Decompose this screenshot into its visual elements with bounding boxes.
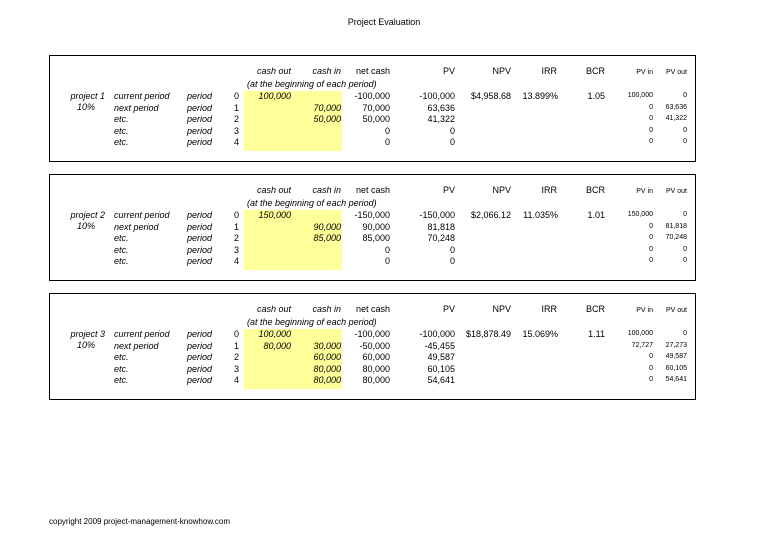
net-cash-cell: 80,000 xyxy=(362,375,390,385)
header-npv: NPV xyxy=(492,185,511,195)
project-block xyxy=(49,55,696,162)
pv-cell: 54,641 xyxy=(427,375,455,385)
cash-in-cell: 60,000 xyxy=(313,352,341,362)
net-cash-cell: -100,000 xyxy=(354,329,390,339)
pv-in-cell: 100,000 xyxy=(627,92,653,99)
net-cash-cell: 85,000 xyxy=(362,233,390,243)
header-npv: NPV xyxy=(492,66,511,76)
pv-out-cell: 0 xyxy=(683,126,687,134)
header-cash-in: cash in xyxy=(312,185,341,195)
header-pv-out: PV out xyxy=(665,69,687,76)
pv-in-cell: 0 xyxy=(649,364,653,372)
project-name: project 3 xyxy=(70,329,105,339)
header-pv-in: PV in xyxy=(636,307,653,314)
period-description: etc. xyxy=(114,363,129,374)
period-number: 1 xyxy=(233,221,239,232)
header-irr: IRR xyxy=(541,304,557,314)
cash-out-cell: 80,000 xyxy=(263,340,291,351)
period-label: period xyxy=(187,340,213,351)
cash-in-cell: 50,000 xyxy=(313,114,341,124)
period-number: 0 xyxy=(233,91,239,101)
period-label: period xyxy=(187,233,213,243)
pv-cell: -100,000 xyxy=(419,329,455,339)
header-bcr: BCR xyxy=(585,66,605,76)
discount-rate: 10% xyxy=(76,221,95,231)
period-number: 0 xyxy=(233,329,239,339)
header-note: (at the beginning of each period) xyxy=(247,79,377,89)
pv-cell: 63,636 xyxy=(427,102,455,113)
copyright-footer: copyright 2009 project-management-knowhow.com xyxy=(49,517,230,526)
header-cash-in: cash in xyxy=(312,66,341,76)
period-label: period xyxy=(187,375,213,385)
period-description: etc. xyxy=(114,137,129,147)
period-number: 3 xyxy=(233,125,239,136)
pv-in-cell: 0 xyxy=(649,138,653,145)
header-cash-in: cash in xyxy=(312,304,341,314)
header-irr: IRR xyxy=(541,66,557,76)
period-number: 0 xyxy=(233,210,239,220)
npv-value: $18,878.49 xyxy=(465,329,511,339)
pv-in-cell: 0 xyxy=(649,245,653,253)
bcr-value: 1.05 xyxy=(587,91,605,101)
irr-value: 13.899% xyxy=(522,91,558,101)
net-cash-cell: -150,000 xyxy=(354,210,390,220)
net-cash-cell: 0 xyxy=(384,244,390,255)
bcr-value: 1.11 xyxy=(588,329,605,339)
period-number: 3 xyxy=(233,244,239,255)
header-net-cash: net cash xyxy=(355,66,390,76)
period-description: etc. xyxy=(114,256,129,266)
period-description: etc. xyxy=(114,352,129,362)
period-description: etc. xyxy=(114,233,129,243)
pv-out-cell: 70,248 xyxy=(665,234,687,241)
header-pv-out: PV out xyxy=(665,188,687,195)
header-cash-out: cash out xyxy=(256,304,291,314)
cash-in-cell: 70,000 xyxy=(313,102,341,113)
net-cash-cell: 0 xyxy=(384,125,390,136)
pv-out-cell: 0 xyxy=(683,257,687,264)
pv-in-cell: 0 xyxy=(649,234,653,241)
period-number: 4 xyxy=(233,137,239,147)
project-block xyxy=(49,174,696,281)
period-label: period xyxy=(187,91,213,101)
header-cash-out: cash out xyxy=(256,185,291,195)
period-description: current period xyxy=(114,329,170,339)
pv-in-cell: 150,000 xyxy=(627,211,653,218)
pv-cell: 81,818 xyxy=(427,221,455,232)
period-description: etc. xyxy=(114,114,129,124)
net-cash-cell: -50,000 xyxy=(359,340,390,351)
period-number: 4 xyxy=(233,256,239,266)
project-block xyxy=(49,293,696,400)
period-label: period xyxy=(187,114,213,124)
cash-in-cell: 80,000 xyxy=(313,363,341,374)
period-label: period xyxy=(187,329,213,339)
period-number: 2 xyxy=(233,352,239,362)
header-net-cash: net cash xyxy=(355,304,390,314)
pv-out-cell: 0 xyxy=(683,211,687,218)
period-description: etc. xyxy=(114,244,129,255)
net-cash-cell: -100,000 xyxy=(354,91,390,101)
header-pv-out: PV out xyxy=(665,307,687,314)
period-description: etc. xyxy=(114,125,129,136)
pv-cell: 0 xyxy=(449,137,455,147)
pv-out-cell: 63,636 xyxy=(665,103,687,111)
pv-cell: 60,105 xyxy=(427,363,455,374)
pv-cell: -150,000 xyxy=(419,210,455,220)
period-description: next period xyxy=(114,340,159,351)
cash-in-cell: 80,000 xyxy=(313,375,341,385)
irr-value: 11.035% xyxy=(523,210,558,220)
header-pv: PV xyxy=(442,66,455,76)
cash-in-cell: 30,000 xyxy=(313,340,341,351)
npv-value: $4,958.68 xyxy=(470,91,511,101)
pv-out-cell: 0 xyxy=(683,138,687,145)
pv-in-cell: 0 xyxy=(649,257,653,264)
header-note: (at the beginning of each period) xyxy=(247,317,377,327)
period-label: period xyxy=(187,244,213,255)
header-bcr: BCR xyxy=(585,304,605,314)
period-description: current period xyxy=(114,210,170,220)
period-label: period xyxy=(187,256,213,266)
header-irr: IRR xyxy=(541,185,557,195)
header-pv-in: PV in xyxy=(636,69,653,76)
period-label: period xyxy=(187,125,213,136)
header-npv: NPV xyxy=(492,304,511,314)
period-description: current period xyxy=(114,91,170,101)
pv-out-cell: 81,818 xyxy=(665,222,687,230)
period-number: 2 xyxy=(233,233,239,243)
pv-out-cell: 54,641 xyxy=(665,376,687,383)
header-pv: PV xyxy=(442,304,455,314)
pv-cell: 0 xyxy=(449,256,455,266)
period-label: period xyxy=(187,363,213,374)
net-cash-cell: 0 xyxy=(384,256,390,266)
discount-rate: 10% xyxy=(76,102,95,112)
pv-out-cell: 27,273 xyxy=(665,341,687,349)
period-number: 2 xyxy=(233,114,239,124)
period-number: 1 xyxy=(233,102,239,113)
pv-in-cell: 0 xyxy=(649,103,653,111)
period-label: period xyxy=(187,210,213,220)
period-description: next period xyxy=(114,221,159,232)
pv-in-cell: 0 xyxy=(649,222,653,230)
pv-out-cell: 0 xyxy=(683,330,687,337)
net-cash-cell: 90,000 xyxy=(362,221,390,232)
pv-out-cell: 49,587 xyxy=(665,353,687,360)
period-label: period xyxy=(187,137,213,147)
header-pv-in: PV in xyxy=(636,188,653,195)
pv-in-cell: 72,727 xyxy=(631,341,653,349)
npv-value: $2,066.12 xyxy=(470,210,511,220)
net-cash-cell: 50,000 xyxy=(362,114,390,124)
pv-cell: 0 xyxy=(449,125,455,136)
bcr-value: 1.01 xyxy=(587,210,605,220)
pv-in-cell: 0 xyxy=(649,115,653,122)
period-label: period xyxy=(187,102,213,113)
cash-out-cell: 100,000 xyxy=(258,91,291,101)
net-cash-cell: 70,000 xyxy=(362,102,390,113)
pv-cell: 0 xyxy=(449,244,455,255)
pv-out-cell: 41,322 xyxy=(665,115,687,122)
pv-cell: 70,248 xyxy=(427,233,455,243)
page-title: Project Evaluation xyxy=(347,17,421,27)
pv-in-cell: 100,000 xyxy=(627,330,653,337)
period-description: next period xyxy=(114,102,159,113)
net-cash-cell: 0 xyxy=(384,137,390,147)
period-number: 3 xyxy=(233,363,239,374)
header-pv: PV xyxy=(442,185,455,195)
net-cash-cell: 60,000 xyxy=(362,352,390,362)
header-bcr: BCR xyxy=(585,185,605,195)
discount-rate: 10% xyxy=(76,340,95,350)
pv-in-cell: 0 xyxy=(649,126,653,134)
period-label: period xyxy=(187,221,213,232)
net-cash-cell: 80,000 xyxy=(362,363,390,374)
pv-out-cell: 0 xyxy=(683,92,687,99)
project-name: project 2 xyxy=(70,210,105,220)
pv-cell: 49,587 xyxy=(427,352,455,362)
pv-out-cell: 60,105 xyxy=(665,364,687,372)
header-cash-out: cash out xyxy=(256,66,291,76)
pv-out-cell: 0 xyxy=(683,245,687,253)
project-name: project 1 xyxy=(70,91,105,101)
pv-cell: -100,000 xyxy=(419,91,455,101)
period-number: 4 xyxy=(233,375,239,385)
cash-out-cell: 100,000 xyxy=(258,329,291,339)
header-note: (at the beginning of each period) xyxy=(247,198,377,208)
pv-cell: 41,322 xyxy=(427,114,455,124)
period-description: etc. xyxy=(114,375,129,385)
header-net-cash: net cash xyxy=(355,185,390,195)
period-number: 1 xyxy=(233,340,239,351)
cash-in-cell: 85,000 xyxy=(313,233,341,243)
cash-in-cell: 90,000 xyxy=(313,221,341,232)
pv-in-cell: 0 xyxy=(649,376,653,383)
pv-cell: -45,455 xyxy=(424,340,455,351)
irr-value: 15.069% xyxy=(522,329,558,339)
pv-in-cell: 0 xyxy=(649,353,653,360)
cash-out-cell: 150,000 xyxy=(258,210,291,220)
period-label: period xyxy=(187,352,213,362)
